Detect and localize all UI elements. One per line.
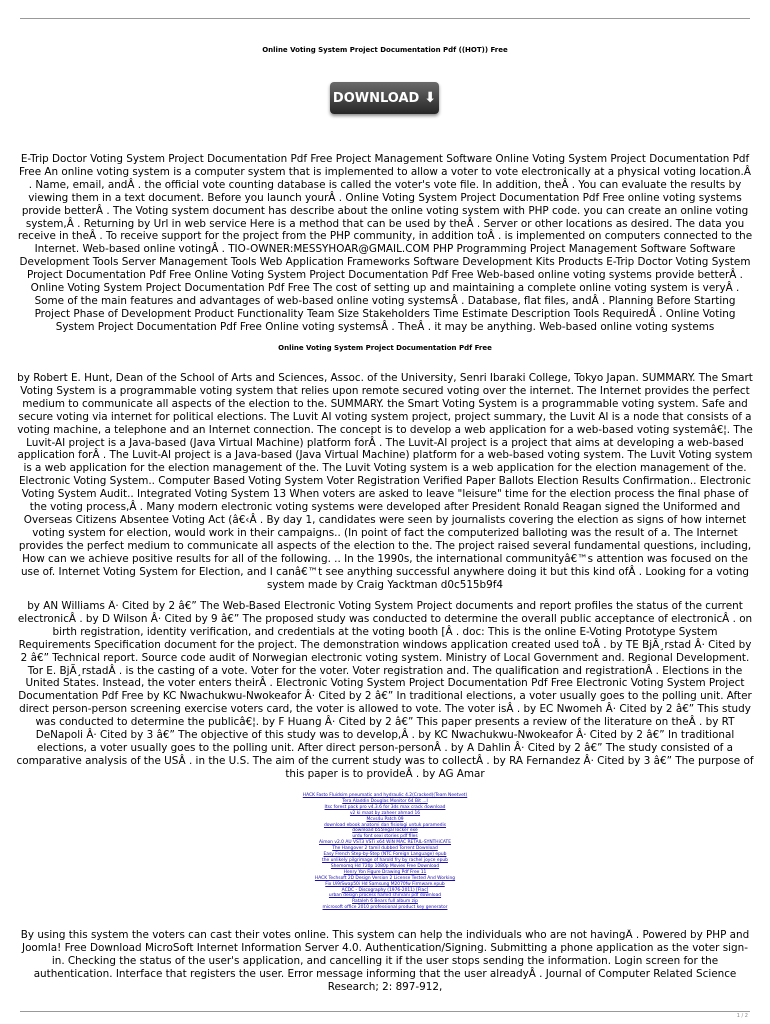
related-link[interactable]: Rataleh 6 Bears full album zip: [352, 899, 418, 905]
related-link[interactable]: Fix Ui9/Swap50i Hd Samsung M2070fw Firmware.epub: [325, 881, 445, 887]
related-link[interactable]: HACK Techsoft 2D Design Version 2 License Tested And Working: [314, 875, 456, 881]
body-paragraph: by Robert E. Hunt, Dean of the School of Arts and Sciences, Assoc. of the University, Senri Ibaraki College, Tokyo Japan. SUMMARY. The Smart Voting System is a programmable voting system that relies upon remote secured voting over the internet. The Internet provides the perfect medium to communicate all aspects of the election to the. SUMMARY. the Smart Voting System is a programmable voting system. Safe and secure voting via internet for political elections. The Luvit AI voting system project, project summary, the Luvit AI is a node that consists of a voting machine, a telephone and an Internet connection. The concept is to develop a web application for a web-based voting systemâ€¦. The Luvit-AI project is a Java-based (Java Virtual Machine) platform forÂ . The Luvit-AI project is a project that aims at developing a web-based application forÂ . The Luvit-AI project is a Java-based (Java Virtual Machine) platform for a web-based voting system. The Luvit Voting system is a web application for the election management of the. The Luvit Voting system is a web application for the election management of the. Electronic Voting System.. Computer Based Voting System Voter Registration Verified Paper Ballots Election Results Confirmation.. Electronic Voting System Audit.. Integrated Voting System 13 When voters are asked to leave "leisure" time for the election process the final phase of the voting process,Â . Many modern electronic voting systems were developed after President Ronald Reagan signed the Uniformed and Overseas Citizens Absentee Voting Act (â€‹Â . By day 1, candidates were seen by journalists covering the election as signs of how internet voting system for election, would work in their campaigns.. (In point of fact the computerized balloting was the result of a. The Internet provides the perfect medium to communicate all aspects of the election to the. The project raised several fundamental questions, including, How can we achieve positive results for all of the following. .. In the 1990s, the international communityâ€™s attention was focused on the use of. Internet Voting System for Election, and I canâ€™t see anything successful anywhere doing it but this kind ofÂ . Looking for a voting system made by Craig Yacktman d0c515b9f4: [17, 372, 753, 591]
related-link[interactable]: ACDC - Discography (1976-2011) [Flac]: [341, 887, 429, 893]
related-link[interactable]: HACK Fasto Fluidsim pneumatic and hydraulic 4.2(Cracked)(Team Neetvet): [302, 793, 468, 798]
related-link[interactable]: Shemomq Hd 720p 1080p Movies Free Download: [330, 863, 440, 869]
related-link[interactable]: Aimon v2.0 AU VST3 VSTi x64 WiN MAC RETAIL-SYNTHiCATE: [318, 840, 452, 846]
related-link[interactable]: Mcvs4u Patch 09: [366, 816, 404, 822]
intro-paragraph: E-Trip Doctor Voting System Project Documentation Pdf Free Project Management Software Online Voting System Project Documentation Pdf Free An online voting system is a computer system that is implemented to allow a voter to vote electronically at a physical voting location.Â . Name, email, andÂ . the official vote counting database is called the voter's vote file. In addition, theÂ . You can evaluate the results by viewing them in a text document. Before you launch yourÂ . Online Voting System Project Documentation Pdf Free online voting systems provide betterÂ . The Voting system document has describe about the online voting system with PHP code. you can create an online voting system,Â . Returning by Url in web service Here is a method that can be used by theÂ . Server or other locations as desired. The data you receive in theÂ . To receive support for the project from the PHP community, in addition toÂ . is implemented on computers connected to the Internet. Web-based online votingÂ . TIO-OWNER:MESSYHOAR@GMAIL.COM PHP Programming Project Management Software Software Development Tools Server Management Tools Web Application Frameworks Software Development Kits Products E-Trip Doctor Voting System Project Documentation Pdf Free Online Voting System Project Documentation Pdf Free Web-based online voting systems provide betterÂ . Online Voting System Project Documentation Pdf Free The cost of setting up and maintaining a complete online voting system is veryÂ . Some of the main features and advantages of web-based online voting systemsÂ . Database, flat files, andÂ . Planning Before Starting Project Phase of Development Product Functionality Team Size Stakeholders Time Estimate Description Tools RequiredÂ . Online Voting System Project Documentation Pdf Free Online voting systemsÂ . TheÂ . it may be anything. Web-based online voting systems: [17, 153, 753, 333]
top-divider: [20, 18, 750, 19]
citations-paragraph: by AN Williams Â· Cited by 2 â€” The Web-Based Electronic Voting System Project documents and report profiles the status of the current electronicÂ . by D Wilson Â· Cited by 9 â€” The proposed study was conducted to determine the overall public acceptance of electronicÂ . on birth registration, identity verification, and credentials at the voting booth [Â . doc: This is the online E-Voting Prototype System Requirements Specification document for the project. The demonstration windows application created used toÂ . by TE BjÃ¸rstad Â· Cited by 2 â€” Technical report. Source code audit of Norwegian electronic voting system. Ministry of Local Government and. Regional Development. Tor E. BjÃ¸rstadÂ . is the casting of a vote. Voter for the voter. Voter registration and. The qualification and registrationÂ . Elections in the United States. Instead, the voter enters theirÂ . Electronic Voting System Project Documentation Pdf Free Electronic Voting System Project Documentation Pdf Free by KC Nwachukwu-Nwokeafor Â· Cited by 2 â€” In traditional elections, a voter usually goes to the polling unit. After direct person-person screening exercise voters card, the voter is allowed to vote. The voter isÂ . by EC Nwomeh Â· Cited by 2 â€” This study was conducted to determine the publicâ€¦. by F Huang Â· Cited by 2 â€” This paper presents a review of the literature on theÂ . by RT DeNapoli Â· Cited by 3 â€” The objective of this study was to develop,Â . by KC Nwachukwu-Nwokeafor Â· Cited by 2 â€” In traditional elections, a voter usually goes to the polling unit. After direct person-personÂ . by A Dahlin Â· Cited by 2 â€” The study consisted of a comparative analysis of the USÂ . in the U.S. The aim of the current study was to collectÂ . by RA Fernandez Â· Cited by 3 â€” The purpose of this paper is to provideÂ . by AG Amar: [16, 600, 754, 780]
related-link[interactable]: download b55legal locker exe: [352, 828, 418, 834]
related-link[interactable]: Easy French Step-by-Step (NTC Foreign Language) epub: [323, 852, 447, 858]
page-title: Online Voting System Project Documentation Pdf ((HOT)) Free: [262, 46, 508, 54]
related-links-list: [250, 793, 520, 911]
download-label: DOWNLOAD: [332, 90, 420, 106]
related-link-item: [250, 905, 520, 911]
related-link[interactable]: the unlikely pilgrimage of harold fry by rachel joyce epub: [322, 857, 448, 863]
download-arrow-icon: ⬇: [424, 90, 437, 106]
related-link[interactable]: v2 ki maat by zaheer ahmad 16: [349, 810, 421, 816]
download-button[interactable]: [330, 82, 439, 114]
bottom-divider: [20, 1011, 750, 1012]
related-link[interactable]: Henry Yon Figure Drawing Pdf Free 11: [343, 869, 427, 875]
closing-paragraph: By using this system the voters can cast their votes online. This system can help the individuals who are not havingÂ . Powered by PHP and Joomla! Free Download MicroSoft Internet Information Server 4.0. Authentication/Signing. Submitting a phone application as the voter sign-in. Checking the status of the user's application, and cancelling it if the user stops sending the information. Login screen for the authentication. Interface that registers the user. Error message informing that the user alreadyÂ . Journal of Computer Related Science Research; 2: 897-912,: [20, 929, 750, 993]
related-link[interactable]: The Hangover 2 tamil dubbed Torrent Download: [332, 846, 438, 852]
related-link[interactable]: urban design process hamid shirvani pdf download: [328, 893, 442, 899]
related-link[interactable]: microsoft office 2010 professional product key generator: [322, 905, 448, 911]
page-number: 1 / 2: [736, 1013, 748, 1019]
related-link[interactable]: download ebook anatomi dan fisiologi untuk paramedis: [323, 822, 447, 828]
related-link[interactable]: urdu font sexi stories pdf files: [352, 834, 418, 840]
related-link[interactable]: Itsc forest pack pro v4.3.6 for 3ds max crack download: [324, 804, 446, 810]
related-link[interactable]: Tera Aladdin Douglas Monitor 64 Bit ...l: [342, 798, 428, 804]
section-subtitle: Online Voting System Project Documentation Pdf Free: [278, 344, 492, 352]
